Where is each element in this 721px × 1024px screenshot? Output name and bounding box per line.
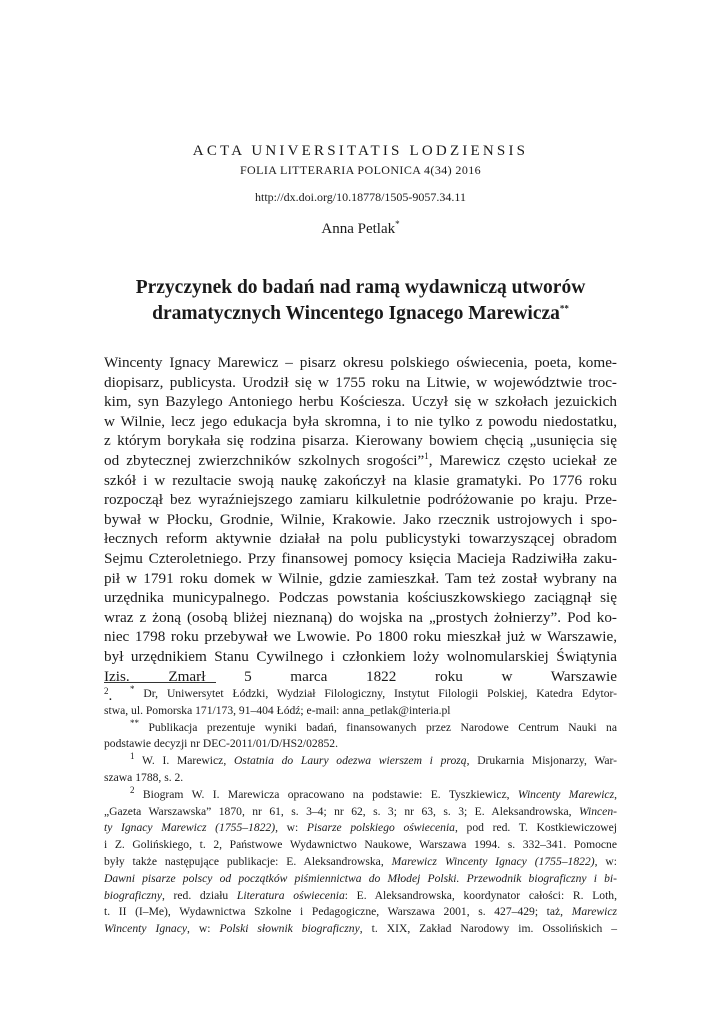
author-line <box>0 221 721 238</box>
footnote-2-cont: Wincenty Ignacy, w: Polski słownik biograficzny, t. XIX, Zakład Narodowy im. Ossolińskich – <box>104 922 618 936</box>
footnote-author-cont: stwa, ul. Pomorska 171/173, 91–404 Łódź; e-mail: anna_petlak@interia.pl <box>104 703 451 717</box>
body-line: $^2$. <box>104 686 113 705</box>
footnote-2: $^2$ Biogram W. I. Marewicza opracowano na podstawie: E. Tyszkiewicz, Wincenty Marewicz, <box>130 784 617 801</box>
body-line: diopisarz, publicysta. Urodził się w 1755 roku na Litwie, w województwie troc- <box>104 373 617 391</box>
footnote-ref-1[interactable]: 1 <box>424 450 429 461</box>
footnote-2-cont: Dawni pisarze polscy od początków piśmiennictwa do Młodej Polski. Przewodnik biograficzny i bi- <box>104 871 617 885</box>
doi-link[interactable]: http://dx.doi.org/10.18778/1505-9057.34.11 <box>254 190 466 204</box>
body-line: pił w 1791 roku domek w Wilnie, gdzie zamieszkał. Tam też został wybrany na <box>104 569 617 587</box>
body-line: Sejmu Czteroletniego. Przy finansowej pomocy księcia Macieja Radziwiłła zaku- <box>104 549 617 567</box>
body-line: w Wilnie, lecz jego edukacja była skromna, i to nie tylko z powodu niedostatku, <box>104 412 617 430</box>
title-line-2: dramatycznych Wincentego Ignacego Marewicza** <box>152 303 569 324</box>
journal-name: ACTA UNIVERSITATIS LODZIENSIS <box>192 143 529 159</box>
footnote-1: $^1$ W. I. Marewicz, Ostatnia do Laury odezwa wierszem i prozą, Drukarnia Misjonarzy, War- <box>130 751 617 768</box>
body-line: niec 1798 roku przebywał we Lwowie. Po 1800 roku mieszkał już w Warszawie, <box>104 628 617 646</box>
body-line: Izis. Zmarł 5 marca 1822 roku w Warszawie <box>104 667 617 685</box>
footnote-2-cont: były także następujące publikacje: E. Aleksandrowska, Marewicz Wincenty Ignacy (1755–1822), w: <box>104 854 618 868</box>
body-line: był urzędnikiem Stanu Cywilnego i członkiem loży wolnomularskiej Świątynia <box>104 647 617 665</box>
body-line: Wincenty Ignacy Marewicz – pisarz okresu polskiego oświecenia, poeta, kome- <box>104 354 617 371</box>
body-line: od zbytecznej zwierzchników szkolnych srogości”$^1$, Marewicz często uciekał ze <box>104 450 617 469</box>
body-line: z którym borykała się rodzina pisarza. Kierowany bowiem chęcią „usunięcia się <box>104 432 617 450</box>
body-line: bywał w Płocku, Grodnie, Wilnie, Krakowie. Jako rzecznik ustrojowych i spo- <box>104 510 617 528</box>
body-line: łecznych reform aktywnie działał na polu publicystyki towarzyszącej obradom <box>104 530 617 548</box>
footnote-author: * Dr, Uniwersytet Łódzki, Wydział Filologiczny, Instytut Filologii Polskiej, Katedra Edytor- <box>130 684 618 700</box>
footnote-2-cont: „Gazeta Warszawska” 1870, nr 61, s. 3–4; nr 62, s. 3; nr 63, s. 3; E. Aleksandrowska, Wincen- <box>104 804 617 818</box>
title-footnote-mark: ** <box>559 303 569 314</box>
author-footnote-mark: * <box>395 219 400 229</box>
article-title <box>0 275 721 327</box>
body-line: wraz z żoną (osobą bliżej nieznaną) do wojska na „prostych żołnierzy”. Pod ko- <box>104 608 617 626</box>
body-paragraph <box>104 353 617 706</box>
body-line: urzędnika municypalnego. Podczas powstania kościuszkowskiego zaciągnął się <box>104 589 617 607</box>
body-line: kim, syn Bazylego Antoniego herbu Kościesza. Uczył się w szkołach jezuickich <box>104 393 617 411</box>
body-line: szkół i w rezultacie swoją naukę zakończył na klasie gramatyki. Po 1776 roku <box>104 471 617 489</box>
footnote-separator <box>104 682 216 683</box>
footnotes <box>104 686 617 938</box>
footnote-funding: ** Publikacja prezentuje wyniki badań, finansowanych przez Narodowe Centrum Nauki na <box>130 717 617 734</box>
footnote-2-cont: i Z. Golińskiego, t. 2, Państwowe Wydawnictwo Naukowe, Warszawa 1994. s. 332–341. Pomocne <box>104 838 617 852</box>
footnote-1-cont: szawa 1788, s. 2. <box>104 770 184 784</box>
title-line-1: Przyczynek do badań nad ramą wydawniczą utworów <box>135 277 586 298</box>
body-line: rozpoczął bez wyraźniejszego zamiaru kilkuletnie podróżowanie po kraju. Prze- <box>104 491 617 509</box>
journal-series: FOLIA LITTERARIA POLONICA 4(34) 2016 <box>239 163 482 177</box>
footnote-2-cont: biograficzny, red. działu Literatura oświecenia: E. Aleksandrowska, koordynator całości: R. Loth, <box>104 888 617 902</box>
footnote-ref-2[interactable]: 2 <box>104 686 109 697</box>
author-name: Anna Petlak <box>321 221 396 237</box>
footnote-2-cont: ty Ignacy Marewicz (1755–1822), w: Pisarze polskiego oświecenia, pod red. T. Kostkiewiczowej <box>104 821 618 835</box>
footnote-2-cont: t. II (I–Me), Wydawnictwa Szkolne i Pedagogiczne, Warszawa 2001, s. 427–429; taż, Marewicz <box>104 905 617 919</box>
footnote-funding-cont: podstawie decyzji nr DEC-2011/01/D/HS2/02852. <box>104 737 338 751</box>
